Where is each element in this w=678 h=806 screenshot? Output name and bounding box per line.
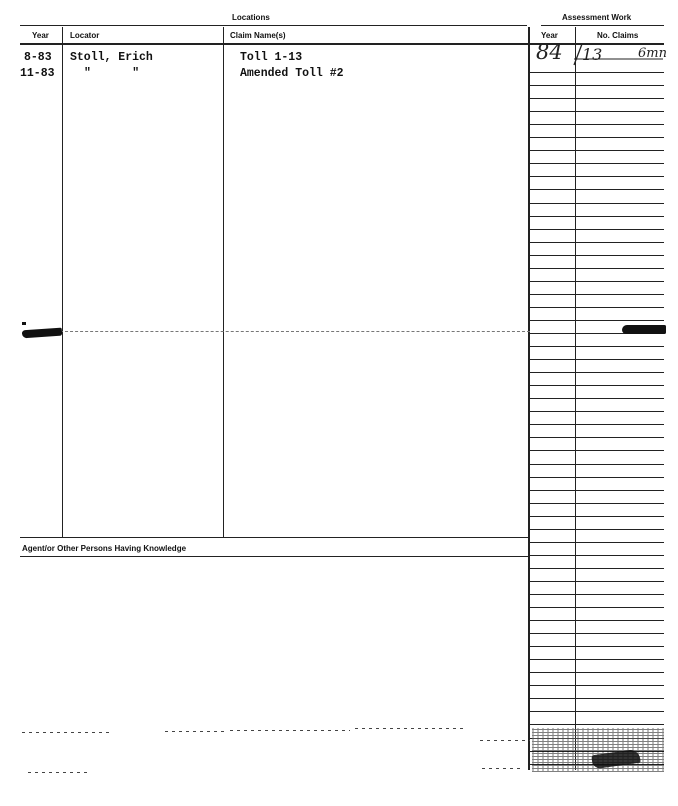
assessment-ruled-line (529, 359, 664, 360)
assessment-ruled-line (529, 424, 664, 425)
assessment-ruled-line (529, 72, 664, 73)
assessment-ruled-line (529, 163, 664, 164)
year-locator-divider (62, 27, 63, 537)
locator-claim-divider (223, 27, 224, 537)
assessment-ruled-line (529, 203, 664, 204)
assessment-ruled-line (529, 150, 664, 151)
mid-scan-line (60, 331, 530, 332)
agent-section-label: Agent/or Other Persons Having Knowledge (22, 544, 187, 553)
scan-noise-5 (480, 740, 530, 741)
assessment-ruled-line (529, 281, 664, 282)
agent-section-rule (20, 556, 528, 557)
aw-entry-claims: 13 (582, 45, 603, 64)
handwriting-strokes (528, 40, 668, 70)
assessment-ruled-line (529, 437, 664, 438)
left-smudge-dot (22, 322, 26, 325)
row-2-claim: Amended Toll #2 (240, 67, 344, 80)
aw-entry-note: 6mn (638, 46, 667, 61)
assessment-ruled-line (529, 633, 664, 634)
scan-noise-3 (230, 730, 350, 731)
assessment-ruled-line (529, 477, 664, 478)
assessment-heading-rule (541, 25, 664, 26)
assessment-ruled-line (529, 698, 664, 699)
assessment-ruled-line (529, 111, 664, 112)
assessment-ruled-line (529, 685, 664, 686)
scan-noise-6 (28, 772, 88, 773)
assessment-ruled-line (529, 594, 664, 595)
right-smudge (622, 325, 666, 334)
assessment-ruled-line (529, 137, 664, 138)
locations-bottom-rule (20, 537, 528, 538)
assessment-ruled-line (529, 490, 664, 491)
row-2-year: 11-83 (20, 67, 55, 80)
scan-noise-1 (22, 732, 112, 733)
assessment-ruled-line (529, 85, 664, 86)
assessment-ruled-line (529, 372, 664, 373)
assessment-ruled-line (529, 294, 664, 295)
assessment-ruled-line (529, 189, 664, 190)
locations-heading: Locations (232, 13, 270, 22)
row-1-locator: Stoll, Erich (70, 51, 153, 64)
assessment-ruled-line (529, 176, 664, 177)
assessment-ruled-line (529, 450, 664, 451)
assessment-ruled-line (529, 581, 664, 582)
aw-year-column-header: Year (541, 31, 558, 40)
assessment-ruled-line (529, 346, 664, 347)
assessment-ruled-line (529, 229, 664, 230)
left-smudge (22, 328, 62, 339)
assessment-ruled-line (529, 255, 664, 256)
scan-noise-2 (165, 731, 225, 732)
locator-column-header: Locator (70, 31, 100, 40)
assessment-ruled-line (529, 620, 664, 621)
assessment-ruled-line (529, 711, 664, 712)
assessment-ruled-line (529, 503, 664, 504)
assessment-ruled-line (529, 98, 664, 99)
assessment-ruled-line (529, 411, 664, 412)
scan-noise-4 (355, 728, 465, 729)
locations-heading-rule (20, 25, 527, 26)
assessment-ruled-line (529, 216, 664, 217)
assessment-ruled-line (529, 464, 664, 465)
aw-no-claims-column-header: No. Claims (597, 31, 639, 40)
assessment-ruled-line (529, 646, 664, 647)
assessment-ruled-line (529, 724, 664, 725)
assessment-work-heading: Assessment Work (562, 13, 632, 22)
assessment-ruled-line (529, 242, 664, 243)
row-1-claim: Toll 1-13 (240, 51, 303, 64)
assessment-ruled-line (529, 529, 664, 530)
assessment-ruled-line (529, 568, 664, 569)
assessment-ruled-line (529, 542, 664, 543)
assessment-ruled-line (529, 659, 664, 660)
assessment-ruled-line (529, 672, 664, 673)
assessment-ruled-line (529, 124, 664, 125)
assessment-ruled-line (529, 607, 664, 608)
assessment-ruled-line (529, 555, 664, 556)
assessment-ruled-line (529, 320, 664, 321)
scan-noise-7 (482, 768, 524, 769)
assessment-ruled-line (529, 268, 664, 269)
year-column-header: Year (32, 31, 49, 40)
claim-names-column-header: Claim Name(s) (230, 31, 286, 40)
aw-entry-year: 84 (536, 40, 563, 64)
assessment-ruled-line (529, 307, 664, 308)
assessment-ruled-line (529, 398, 664, 399)
row-2-locator: " " (84, 67, 140, 80)
assessment-ruled-line (529, 385, 664, 386)
assessment-ruled-line (529, 516, 664, 517)
row-1-year: 8-83 (24, 51, 52, 64)
